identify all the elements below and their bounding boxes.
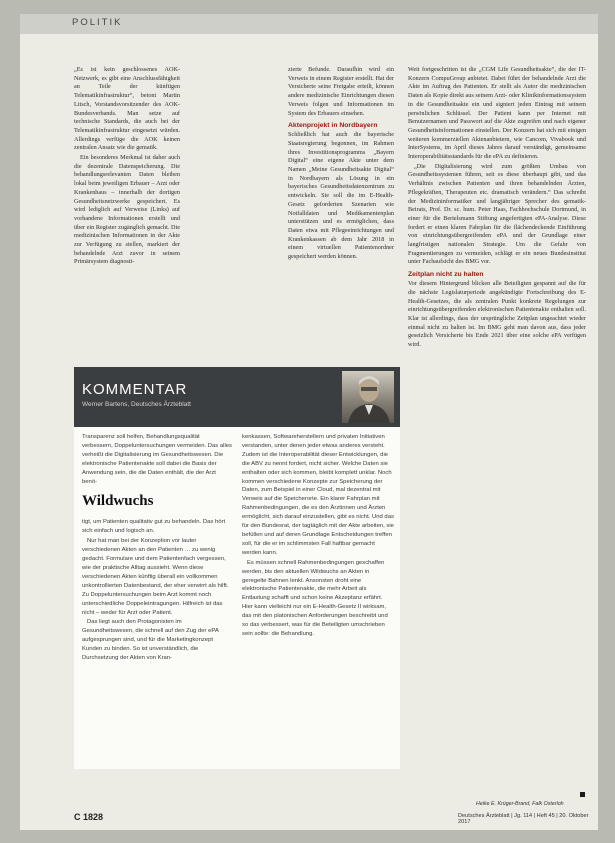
kommentar-paragraph: Das liegt auch den Protagonisten im Gesundheitswesen, die schnell auf den Zug der ePA aufgesprungen sind, und für die Marketingkonzept Kunden zu binden. So ist unverständlich, die Durchsetzung der Akten von Kran- — [82, 619, 219, 662]
kommentar-column-left — [82, 433, 232, 767]
article-column-3 — [408, 66, 586, 792]
article-paragraph: Schließlich hat auch die bayerische Staatsregierung begonnen, im Rahmen ihres Investitionsprogramms „Bayern Digital“ eine eigene Akte unter dem Namen „Meine Gesundheitsakte Digital“ in Nordbayern als Lösung in ein bayerisches Gesundheitsdatenzentrum zu entwickeln. Sie soll die im E-Health-Gesetz geforderten Szenarien wie Notfalldaten und Medikamentenplan unterstützen und es ermöglichen, dass Daten etwa mit Pflegeeinrichtungen und Krankenkassen ab dem Jahr 2018 in einem virtuellen Patientenordner gespeichert werden können. — [288, 131, 394, 261]
article-paragraph: „Die Digitalisierung wird zum größten Umbau von Gesundheitssystemen führen, seit es diese überhaupt gibt, und das Verhältnis zwischen Patienten und ihren behandelnden Ärzten, Pflegekräften, Therapeuten etc. dramatisch verändern.“ Das schreibt der Medizininformatiker und langjähriger Sprecher des gematik-Beirats, Prof. Dr. sc. hum. Peter Haas, Fachhochschule Dortmund, in einer für die Bertelsmann Stiftung angefertigten ePA-Analyse. Diese fordert er einen klaren Fahrplan für die flächendeckende Einführung von einrichtungsübergreifenden ePA und der Grundlage einer langfristigen nationalen Strategie. Um die Gefahr von Fragmentierungen zu vermeiden, schlägt er ein neues Bundesinstitut unter Fachaufsicht des BMG vor. — [408, 162, 586, 266]
subheading-zeitplan: Zeitplan nicht zu halten — [408, 271, 484, 279]
kommentar-header — [74, 367, 400, 427]
article-byline: Heike E. Krüger-Brand, Falk Osterloh — [476, 801, 564, 807]
author-portrait-icon — [342, 371, 394, 423]
kommentar-author: Werner Bartens, Deutsches Ärzteblatt — [82, 401, 191, 408]
magazine-page — [20, 14, 598, 830]
kommentar-label: KOMMENTAR — [82, 381, 188, 398]
article-column-1 — [74, 66, 180, 362]
article-column-2 — [288, 66, 394, 362]
article-paragraph: Ein besonderes Merkmal ist daher auch die dezentrale Datenspeicherung. Die behandlungsrelevanten Daten bleiben lokal beim jeweiligen Erbauer – Arzt oder Krankenhaus – innerhalb der dortigen Gesundheitsnetzwerke gespeichert. Es wird lediglich auf Verweise (Links) auf vorhandene Informationen erstellt und über ein Register zugänglich gemacht. Die medizinischen Informationen in der Akte zur Verfügung zu stellen, markiert der behandelnde Arzt zuvor in seinem Primärsystem diagnosti- — [74, 154, 180, 266]
journal-footer: Deutsches Ärzteblatt | Jg. 114 | Heft 45 | 20. Oktober 2017 — [458, 813, 589, 825]
kommentar-paragraph: Es müssen schnell Rahmenbedingungen geschaffen werden, bis den aktuellen Wildwuchs an Akten in geregelte Bahnen lenkt. Ansonsten droht eine elektronische Patientenakte, die mehr Arbeit als Entlastung schafft und schon keine Akzeptanz erfährt. Hier kann vielleicht nur ein E-Health-Gesetz II wirksam, das mit den platonischen Anforderungen beschreibt und so das verbessert, was für die Beteiligten umschrieben sein sollte: die Behandlung. — [242, 559, 388, 637]
article-paragraph: Weit fortgeschritten ist die „CGM Life Gesundheitsakte“, die der IT-Konzern CompuGroup anbietet. Dabei führt der behandelnde Arzt die Akte im Auftrag des Patienten. Er stellt als Autor die medizinischen Daten als Kopie direkt aus seinem Arzt- oder Klinikinformationssystem in die Gesundheitsakte ein und signiert jeden Eintrag mit seinem persönlichen Schlüssel. Der Patient kann per Internet mit Benutzernamen und Passwort auf die Akte zugreifen und nach eigener Gesundheitsinformationen einstellen. Der Konzern hat sich mit einigen weiteren kommerziellen Aktenanbietern, wie Cancom, Vivabook und InterSystems, im April dieses Jahres darauf verständigt, gemeinsame Interoperabilitätsstandards für die ePA zu definieren. — [408, 66, 586, 161]
section-label: POLITIK — [72, 17, 123, 28]
subheading-aktenprojekt: Aktenprojekt in Nordbayern — [288, 122, 378, 130]
kommentar-paragraph: Nur hat man bei der Konzeption vor lauter verschiedenen Akten an den Patienten … zu wenig gedacht. Formulare und dem Patientenfach vergessen, wie der praktische Alltag aussieht. Wenn diese verschiedenen Akten künftig überall ein vollkommen unkontrollierten Datenbestand, der eher verwirrt als hilft. Zu Doppeluntersuchungen beim Arzt kommt noch unterschiedliche Doppeleintragungen. Hilfreich ist das nicht – weder für Arzt oder Patient. — [82, 538, 229, 616]
article-paragraph: Vor diesem Hintergrund blicken alle Beteiligten gespannt auf die für die nächste Legislaturperiode angekündigte Fortschreibung des E-Health-Gesetzes, die als zentralen Punkt konkrete Regelungen zur einrichtungsübergreifenden elektronischen Patientenakte enthalten soll. Klar ist allerdings, dass der ursprüngliche Zeitplan ungeachtet wieder einmal nicht zu halten ist. Im BMG geht man davon aus, dass jeder gesetzlich Versicherte bis Ende 2021 über eine solche ePA verfügen wird. — [408, 280, 586, 349]
kommentar-headline: Wildwuchs — [82, 493, 154, 510]
article-paragraph: „Es ist kein geschlossenes AOK-Netzwerk, es gibt eine Anschlussfähigkeit an Teile der künftigen Telematikinfrastruktur“, betont Martin Litsch, Vorstandsvorsitzender des AOK-Bundesverbands. Man setze auf technische Standards, die auch bei der Telematikinfrastruktur eingesetzt würden. Allerdings verfüge die AOK keinen zentralen Ansatz wie die gematik. — [74, 66, 180, 152]
page-number: C 1828 — [74, 812, 104, 822]
kommentar-paragraph: Transparenz soll helfen, Behandlungsqualität verbessern, Doppeluntersuchungen vermeiden. Das alles verheißt die Digitalisierung im Gesundheitswesen. Die elektronische Patientenakte soll dabei die Basis der Anwendung sein, die die Daten enthält, die der Arzt benö- — [82, 434, 232, 485]
article-paragraph: zierte Befunde. Daraufhin wird ein Verweis in einem Register erstellt. Hat der Versicherte seine Freigabe erteilt, können andere medizinische Einrichtungen diesen Verweis folgen und Informationen im System des Erbauers einsehen. — [288, 66, 394, 117]
kommentar-column-right — [242, 433, 394, 767]
kommentar-box — [74, 367, 400, 769]
kommentar-paragraph: tigt, um Patienten qualitativ gut zu behandeln. Das hört sich einfach und logisch an. — [82, 519, 226, 535]
article-end-mark — [580, 792, 585, 797]
section-header-bar — [20, 14, 598, 34]
kommentar-paragraph: kenkassen, Softwareherstellern und privaten Initiativen verstanden, unter denen jeder etwas anderes versteht. Zudem ist die Interoperabilität dieser Entwicklungen, die die ABV zu nennt fordert, nicht sicher. Welche Daten sie enthalten oder sich kommen, bleibt komplett unklar. Noch kommen verschiedene Konzepte zur Speicherung der Daten, zum Beispiel in einer Cloud, mal dezentral mit Verweis auf die Speicherorte. Ein klarer Fahrplan mit Rahmenbedingungen, die es den Ärztinnen und Ärzten ermöglicht, sich darauf einzustellen, gibt es nicht. Und das für den Bundesrat, der tagtäglich mit der Akte arbeiten, sie befüllen und auf deren Grundlage Entscheidungen treffen soll, für die er im schlimmsten Fall haftbar gemacht werden kann. — [242, 434, 394, 556]
